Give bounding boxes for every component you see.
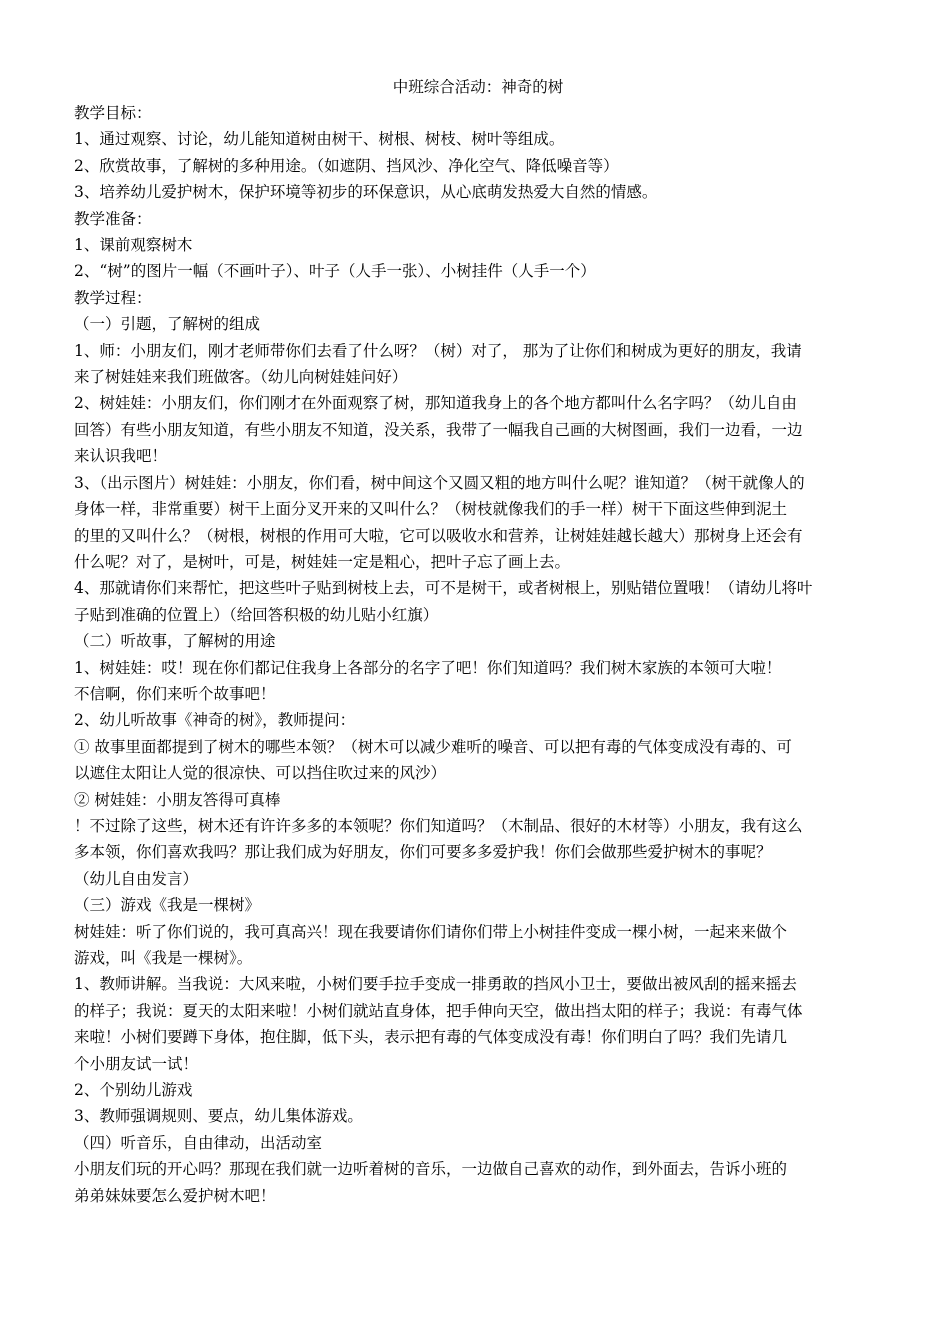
paragraph (74, 707, 882, 733)
paragraph (74, 1130, 882, 1156)
text-line: 1、课前观察树木 (74, 236, 193, 255)
paragraph (74, 787, 882, 813)
text-line: 的样子；我说：夏天的太阳来啦！小树们就站直身体，把手伸向天空，做出挡太阳的样子；我说：有毒气体 (74, 1001, 803, 1020)
paragraph (74, 258, 882, 284)
text-line: 身体一样，非常重要）树干上面分叉开来的又叫什么？（树枝就像我们的手一样）树干下面这些伸到泥土 (74, 500, 788, 519)
text-line: 回答）有些小朋友知道，有些小朋友不知道，没关系，我带了一幅我自己画的大树图画，我们一边看，一边 (74, 420, 803, 439)
text-line: 个小朋友试一试！ (74, 1054, 199, 1073)
text-line: 1、通过观察、讨论，幼儿能知道树由树干、树根、树枝、树叶等组成。 (74, 130, 565, 149)
text-line: 3、教师强调规则、要点，幼儿集体游戏。 (74, 1107, 363, 1126)
paragraph (74, 311, 882, 337)
text-line: （幼儿自由发言） (74, 869, 199, 888)
text-line: 多本领，你们喜欢我吗？那让我们成为好朋友，你们可要多多爱护我！你们会做那些爱护树木的事呢？ (74, 843, 772, 862)
text-line: 子贴到准确的位置上）（给回答积极的幼儿贴小红旗） (74, 605, 439, 624)
paragraph (74, 655, 882, 708)
paragraph (74, 734, 882, 787)
text-line: 小朋友们玩的开心吗？那现在我们就一边听着树的音乐，一边做自己喜欢的动作，到外面去，告诉小班的 (74, 1160, 788, 1179)
paragraph (74, 285, 882, 311)
text-line: 1、树娃娃：哎！现在你们都记住我身上各部分的名字了吧！你们知道吗？我们树木家族的本领可大啦！ (74, 658, 782, 677)
text-line: 2、“树”的图片一幅（不画叶子）、叶子（人手一张）、小树挂件（人手一个） (74, 262, 596, 281)
text-line: 2、幼儿听故事《神奇的树》，教师提问： (74, 711, 356, 730)
paragraph (74, 919, 882, 972)
paragraph (74, 1077, 882, 1103)
text-line: 1、师：小朋友们，刚才老师带你们去看了什么呀？（树）对了， 那为了让你们和树成为更好的朋友，我请 (74, 341, 802, 360)
document-page (74, 74, 882, 1209)
document-body (74, 100, 882, 1209)
text-line: 树娃娃：听了你们说的，我可真高兴！现在我要请你们请你们带上小树挂件变成一棵小树，一起来来做个 (74, 922, 788, 941)
paragraph (74, 971, 882, 1077)
paragraph (74, 892, 882, 918)
text-line: 游戏，叫《我是一棵树》。 (74, 949, 253, 967)
paragraph (74, 575, 882, 628)
text-line: 什么呢？对了，是树叶，可是，树娃娃一定是粗心，把叶子忘了画上去。 (74, 552, 571, 571)
text-line: （二）听故事，了解树的用途 (74, 632, 276, 651)
text-line: 3、（出示图片）树娃娃：小朋友，你们看，树中间这个又圆又粗的地方叫什么呢？谁知道？（树干就像人的 (74, 473, 805, 492)
text-line: 不信啊，你们来听个故事吧！ (74, 684, 276, 703)
text-line: 弟弟妹妹要怎么爱护树木吧！ (74, 1186, 276, 1205)
text-line: 的里的又叫什么？（树根，树根的作用可大啦，它可以吸收水和营养，让树娃娃越长越大）那树身上还会有 (74, 526, 803, 545)
paragraph (74, 338, 882, 391)
paragraph (74, 153, 882, 179)
text-line: 来了树娃娃来我们班做客。（幼儿向树娃娃问好） (74, 368, 408, 387)
paragraph (74, 100, 882, 126)
text-line: 教学目标： (74, 104, 152, 122)
text-line: 2、欣赏故事，了解树的多种用途。（如遮阴、挡风沙、净化空气、降低噪音等） (74, 156, 619, 175)
paragraph (74, 232, 882, 258)
paragraph (74, 1156, 882, 1209)
text-line: （一）引题，了解树的组成 (74, 315, 261, 334)
document-title: 中班综合活动：神奇的树 (392, 78, 564, 96)
text-line: 4、那就请你们来帮忙，把这些叶子贴到树枝上去，可不是树干，或者树根上，别贴错位置哦！（请幼儿将叶 (74, 579, 813, 598)
text-line: 来认识我吧！ (74, 447, 168, 466)
text-line: 3、培养幼儿爱护树木，保护环境等初步的环保意识，从心底萌发热爱大自然的情感。 (74, 183, 658, 202)
text-line: ① 故事里面都提到了树木的哪些本领？（树木可以减少难听的噪音、可以把有毒的气体变成没有毒的、可 (74, 737, 792, 756)
text-line: ② 树娃娃：小朋友答得可真棒 (74, 790, 281, 809)
text-line: 教学过程： (74, 288, 152, 307)
text-line: 2、个别幼儿游戏 (74, 1081, 193, 1100)
paragraph (74, 390, 882, 469)
text-line: 2、树娃娃：小朋友们，你们刚才在外面观察了树，那知道我身上的各个地方都叫什么名字吗？（幼儿自由 (74, 394, 797, 413)
text-line: 教学准备： (74, 209, 152, 228)
paragraph (74, 628, 882, 654)
paragraph (74, 1103, 882, 1129)
text-line: （四）听音乐，自由律动，出活动室 (74, 1133, 323, 1152)
paragraph (74, 179, 882, 205)
paragraph (74, 206, 882, 232)
paragraph (74, 470, 882, 576)
text-line: 1、教师讲解。当我说：大风来啦，小树们要手拉手变成一排勇敢的挡风小卫士，要做出被风刮的摇来摇去 (74, 975, 797, 994)
paragraph (74, 126, 882, 152)
text-line: 来啦！小树们要蹲下身体，抱住脚，低下头，表示把有毒的气体变成没有毒！你们明白了吗？我们先请几 (74, 1028, 788, 1047)
text-line: 以遮住太阳让人觉的很凉快、可以挡住吹过来的风沙） (74, 764, 447, 783)
text-line: （三）游戏《我是一棵树》 (74, 896, 261, 915)
paragraph (74, 813, 882, 892)
text-line: ！不过除了这些，树木还有许许多多的本领呢？你们知道吗？（木制品、很好的木材等）小朋友，我有这么 (74, 816, 803, 835)
